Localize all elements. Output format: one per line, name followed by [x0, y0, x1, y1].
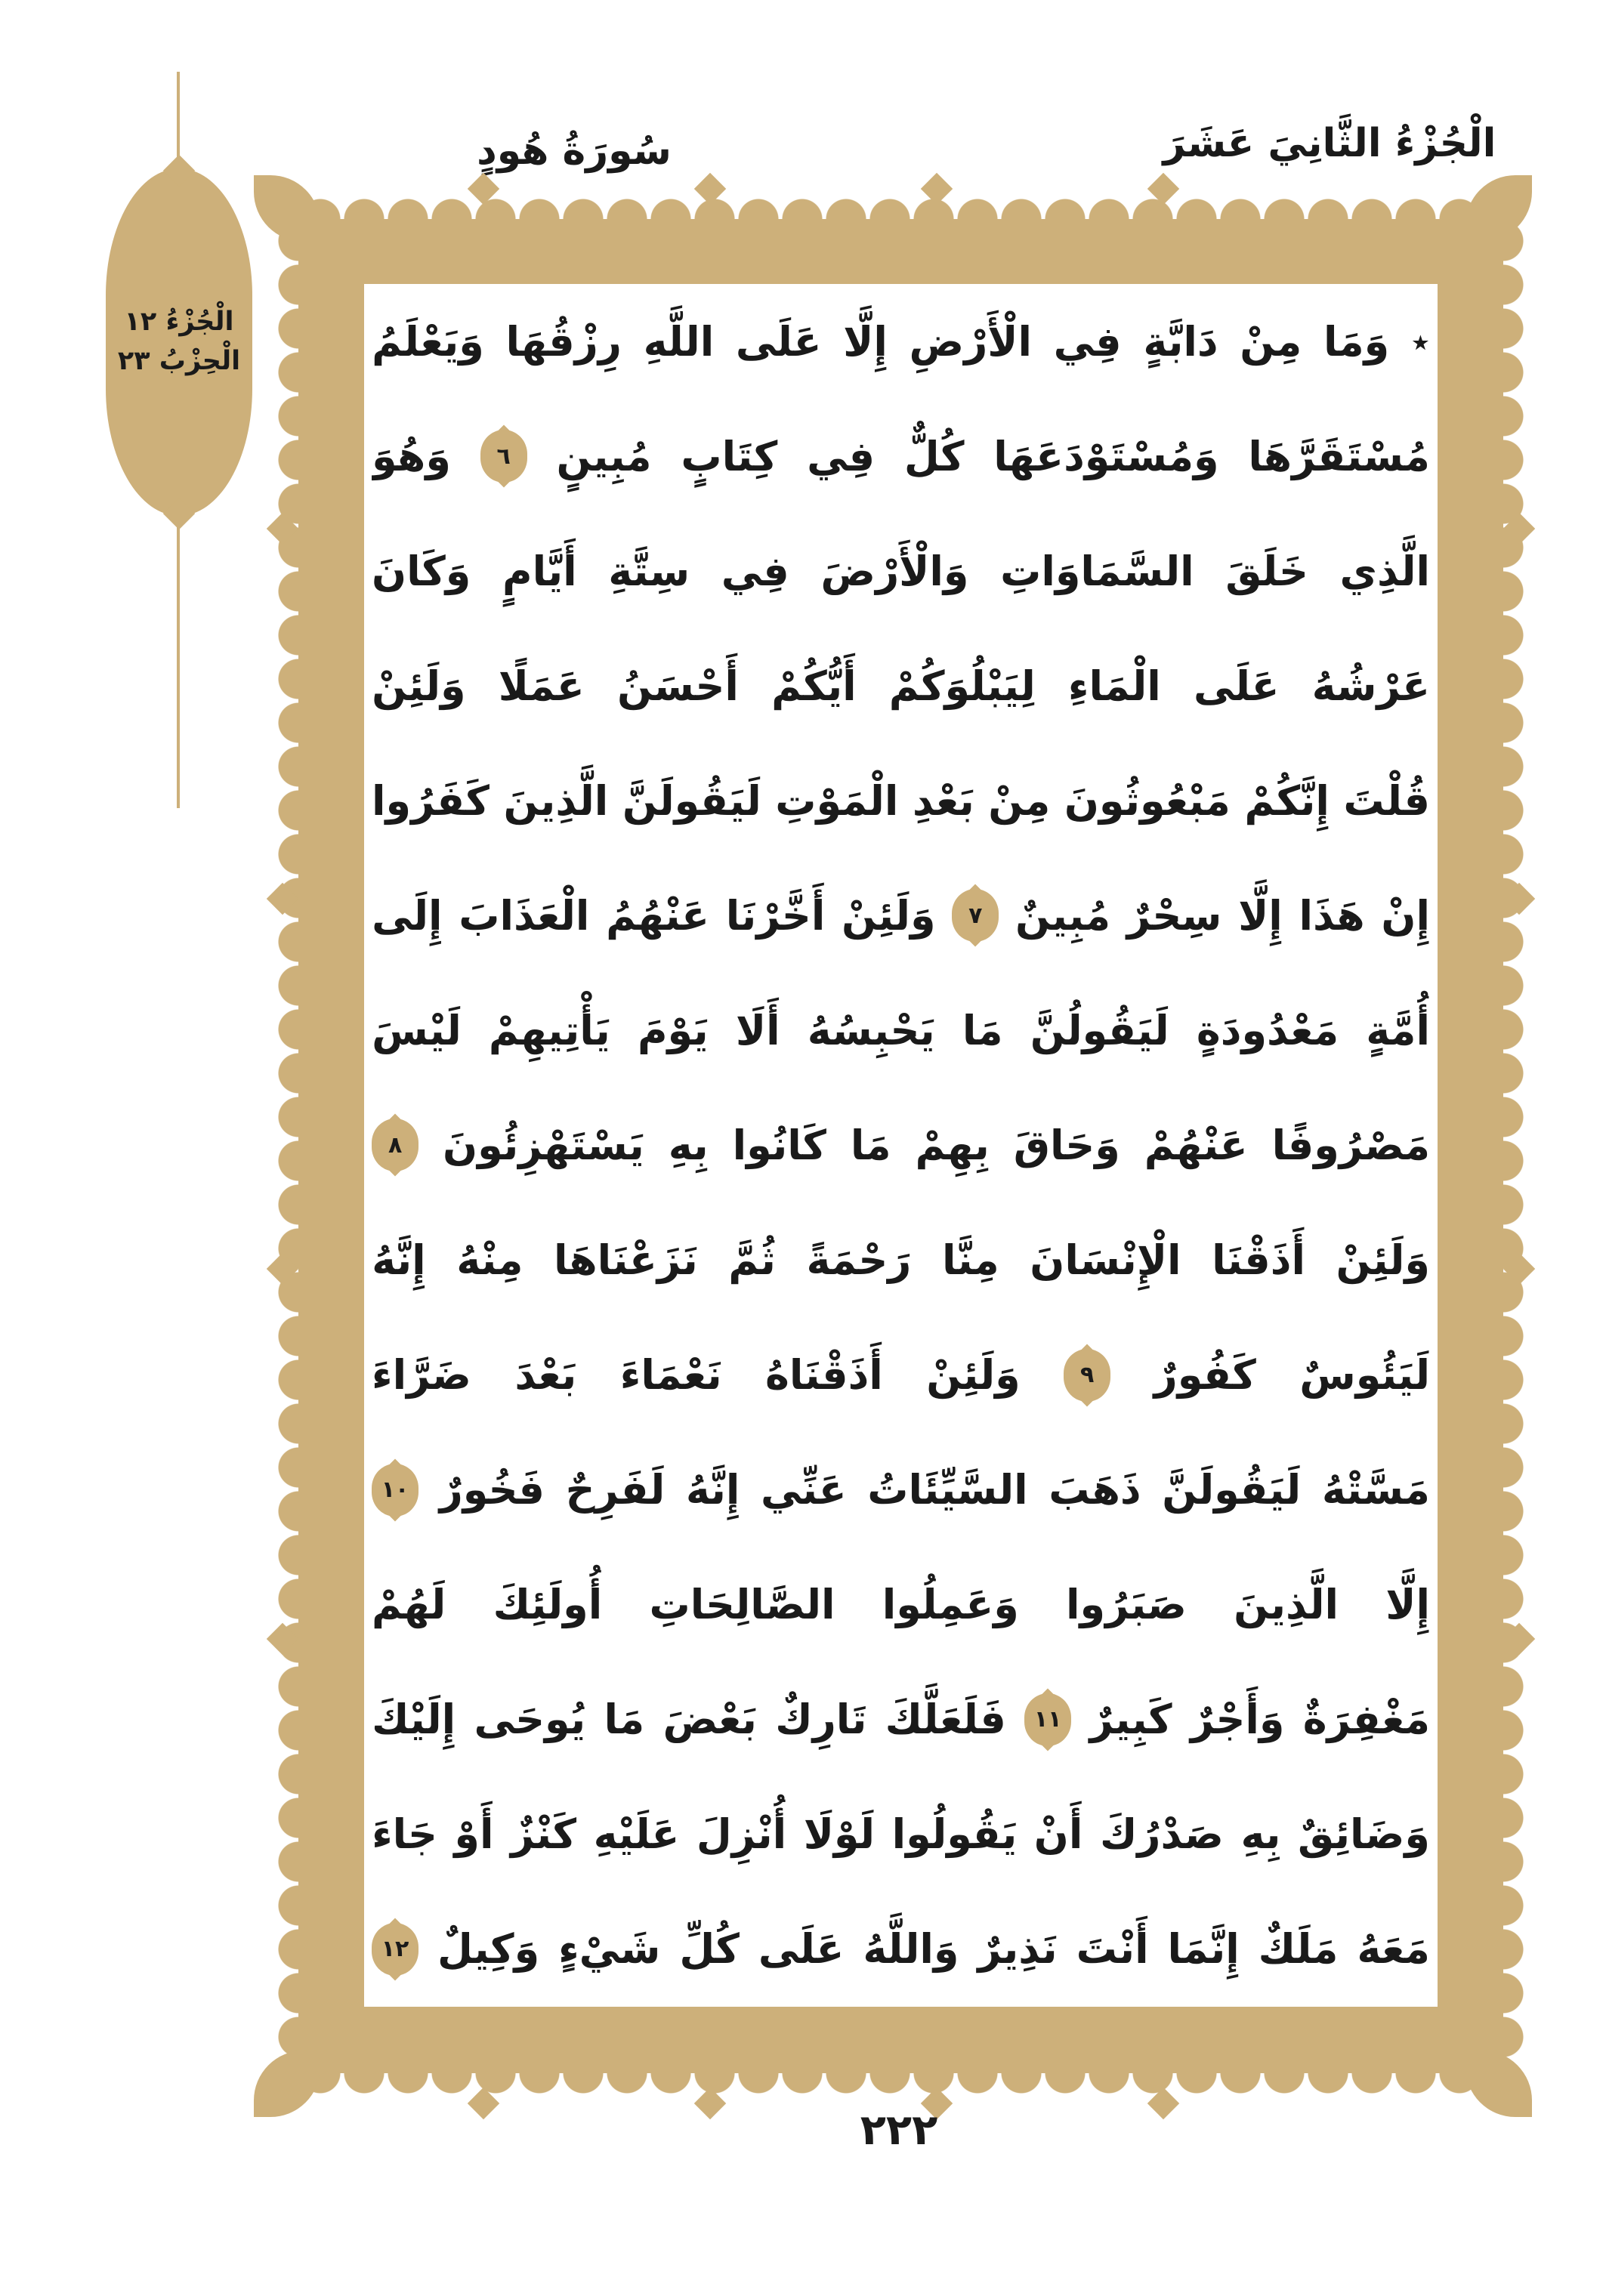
- verse-word: عَلَى: [758, 1925, 845, 1974]
- verse-word: يُوحَى: [474, 1696, 586, 1744]
- verse-word: أَذَقْنَاهُ: [765, 1351, 883, 1400]
- juz-label: الْجُزْءُ ١٢: [124, 307, 234, 338]
- verse-word: صَبَرُوا: [1066, 1581, 1187, 1629]
- verse-word: اللَّهِ: [643, 317, 715, 366]
- verse-word: رِزْقُهَا: [505, 317, 622, 366]
- verse-word: مِنَّا: [941, 1236, 999, 1285]
- verse-word: وَكِيلٌ: [437, 1925, 540, 1974]
- quran-line-3: [372, 514, 1430, 628]
- verse-word: لَيَقُولُنَّ: [1030, 1006, 1169, 1054]
- verse-word: يَأْتِيهِمْ: [488, 1006, 610, 1054]
- quran-line-8: [372, 1088, 1430, 1202]
- ayah-end-marker-٨: ٨: [372, 1119, 418, 1171]
- verse-word: إِنَّمَا: [1167, 1925, 1240, 1974]
- verse-word: مَصْرُوفًا: [1271, 1121, 1430, 1169]
- ayah-end-marker-١٠: ١٠: [372, 1464, 418, 1517]
- verse-word: فِي: [1053, 317, 1122, 366]
- verse-word: السَّمَاوَاتِ: [1000, 547, 1194, 595]
- verse-word: عَرْشُهُ: [1311, 662, 1430, 710]
- verse-word: الْأَرْضِ: [909, 317, 1032, 366]
- verse-word: إِنَّهُ: [685, 1466, 740, 1514]
- verse-word: عَنْهُمُ: [606, 891, 710, 940]
- verse-word: وَالْأَرْضَ: [820, 547, 969, 595]
- verse-word: كَانُوا: [732, 1121, 826, 1169]
- ayah-end-marker-٩: ٩: [1064, 1349, 1110, 1402]
- verse-word: مَعَهُ: [1357, 1925, 1430, 1974]
- verse-word: عَلَيْهِ: [593, 1810, 680, 1859]
- verse-word: أَنْتَ: [1076, 1925, 1149, 1974]
- verse-word: نَزَعْنَاهَا: [553, 1236, 698, 1285]
- verse-word: مَبْعُوثُونَ: [1064, 776, 1231, 825]
- verse-word: لَفَرِحٌ: [565, 1466, 666, 1514]
- verse-word: لَيَقُولَنَّ: [622, 776, 761, 825]
- verse-word: وَأَجْرٌ: [1190, 1696, 1285, 1744]
- verse-word: وَهُوَ: [372, 432, 451, 480]
- verse-word: فِي: [721, 547, 789, 595]
- verse-word: أُولَئِكَ: [493, 1581, 603, 1629]
- verse-word: وَمُسْتَوْدَعَهَا: [993, 432, 1219, 480]
- verse-word: وَلَئِنْ: [926, 1351, 1021, 1400]
- quran-line-9: [372, 1203, 1430, 1318]
- verse-word: شَيْءٍ: [558, 1925, 661, 1974]
- verse-word: مُسْتَقَرَّهَا: [1248, 432, 1430, 480]
- verse-word: ضَرَّاءَ: [372, 1351, 471, 1400]
- verse-word: أَيَّامٍ: [502, 547, 577, 595]
- verse-word: إِنَّهُ: [372, 1236, 426, 1285]
- verse-word: السَّيِّئَاتُ: [867, 1466, 1028, 1514]
- quran-line-11: [372, 1433, 1430, 1548]
- verse-word: أَوْ: [454, 1810, 494, 1859]
- verse-word: كَنْزٌ: [511, 1810, 577, 1859]
- juz-header-title: الْجُزْءُ الثَّانِيَ عَشَرَ: [1163, 121, 1496, 166]
- verse-word: وَلَئِنْ: [842, 891, 936, 940]
- verse-word: وَيَعْلَمُ: [372, 317, 484, 366]
- verse-word: أَذَقْنَا: [1212, 1236, 1305, 1285]
- verse-word: كَفُورٌ: [1154, 1351, 1256, 1400]
- ayah-end-marker-١٢: ١٢: [372, 1923, 418, 1976]
- ayah-end-marker-١١: ١١: [1024, 1693, 1071, 1746]
- quran-line-13: [372, 1662, 1430, 1777]
- verse-word: مَغْفِرَةٌ: [1302, 1696, 1430, 1744]
- quran-line-6: [372, 858, 1430, 973]
- verse-word: يَسْتَهْزِئُونَ: [443, 1121, 644, 1169]
- verse-word: مَا: [962, 1006, 1003, 1054]
- ayah-end-marker-٧: ٧: [952, 889, 999, 942]
- verse-word: لَيْسَ: [372, 1006, 462, 1054]
- verse-word: رَحْمَةً: [806, 1236, 912, 1285]
- verse-word: مِنْهُ: [456, 1236, 523, 1285]
- verse-word: لَيَئُوسٌ: [1299, 1351, 1430, 1400]
- verse-word: أَيُّكُمْ: [771, 662, 857, 710]
- verse-word: وَمَا: [1323, 317, 1390, 366]
- verse-word: مَا: [850, 1121, 891, 1169]
- verse-word: وَعَمِلُوا: [882, 1581, 1019, 1629]
- verse-word: مِنْ: [988, 776, 1051, 825]
- verse-word: أَنْ: [1033, 1810, 1083, 1859]
- verse-word: سِحْرٌ: [1126, 891, 1222, 940]
- verse-word: مَعْدُودَةٍ: [1196, 1006, 1339, 1054]
- verse-word: إِلَّا: [843, 317, 888, 366]
- surah-header-title: سُورَةُ هُودٍ: [477, 128, 672, 174]
- verse-word: مِنْ: [1240, 317, 1302, 366]
- verse-word: كَفَرُوا: [372, 776, 490, 825]
- verse-word: مُبِينٍ: [556, 432, 652, 480]
- quran-lines: [372, 284, 1430, 2007]
- verse-word: مُبِينٌ: [1015, 891, 1111, 940]
- verse-word: وَحَاقَ: [1013, 1121, 1120, 1169]
- juz-hizb-medallion: [106, 168, 252, 516]
- verse-word: فَلَعَلَّكَ: [885, 1696, 1006, 1744]
- verse-word: إِلَّا: [1238, 891, 1283, 940]
- quran-line-5: [372, 743, 1430, 858]
- verse-word: إِنَّكُمْ: [1244, 776, 1330, 825]
- verse-word: وَضَائِقٌ: [1298, 1810, 1430, 1859]
- frame-scallop-left: [277, 219, 298, 2073]
- verse-word: الَّذِينَ: [1234, 1581, 1339, 1629]
- verse-word: أَخَّرْنَا: [725, 891, 826, 940]
- verse-word: سِتَّةِ: [608, 547, 690, 595]
- verse-word: الَّذِي: [1339, 547, 1430, 595]
- verse-word: وَلَئِنْ: [1336, 1236, 1430, 1285]
- verse-word: لَهُمْ: [372, 1581, 446, 1629]
- quran-line-10: [372, 1318, 1430, 1433]
- quran-line-7: [372, 973, 1430, 1088]
- verse-word: مَسَّتْهُ: [1321, 1466, 1430, 1514]
- verse-word: بِهِ: [668, 1121, 709, 1169]
- verse-word: الْمَوْتِ: [775, 776, 899, 825]
- verse-word: لِيَبْلُوَكُمْ: [888, 662, 1036, 710]
- verse-word: إِلَيْكَ: [372, 1696, 456, 1744]
- frame-scallop-right: [1503, 219, 1524, 2073]
- verse-word: عَمَلًا: [498, 662, 585, 710]
- verse-word: فَخُورٌ: [439, 1466, 545, 1514]
- verse-word: الْمَاءِ: [1067, 662, 1161, 710]
- verse-word: عَنِّي: [761, 1466, 847, 1514]
- verse-word: الَّذِينَ: [503, 776, 609, 825]
- verse-word: الْإِنْسَانَ: [1030, 1236, 1181, 1285]
- verse-word: يَحْبِسُهُ: [807, 1006, 935, 1054]
- ayah-end-marker-٦: ٦: [480, 430, 527, 483]
- verse-word: كَبِيرٌ: [1089, 1696, 1172, 1744]
- verse-word: عَنْهُمْ: [1144, 1121, 1248, 1169]
- page-number: ٢٢٢: [860, 2106, 938, 2155]
- verse-word: أَلَا: [735, 1006, 780, 1054]
- verse-word: صَدْرُكَ: [1099, 1810, 1224, 1859]
- rub-el-hizb-icon: ٭: [1410, 321, 1430, 363]
- verse-word: وَلَئِنْ: [372, 662, 466, 710]
- verse-word: كُلِّ: [679, 1925, 740, 1974]
- verse-word: بَعْدَ: [514, 1351, 577, 1400]
- verse-word: دَابَّةٍ: [1143, 317, 1218, 366]
- verse-word: أَحْسَنُ: [616, 662, 739, 710]
- quran-line-15: [372, 1892, 1430, 2007]
- verse-word: كِتَابٍ: [681, 432, 778, 480]
- quran-line-4: [372, 628, 1430, 743]
- verse-word: إِلَى: [372, 891, 443, 940]
- verse-word: خَلَقَ: [1225, 547, 1308, 595]
- quran-line-1: [372, 284, 1430, 399]
- verse-word: ثُمَّ: [728, 1236, 776, 1285]
- quran-line-14: [372, 1777, 1430, 1892]
- verse-word: هَذَا: [1299, 891, 1365, 940]
- verse-word: لَيَقُولَنَّ: [1162, 1466, 1302, 1514]
- quran-line-2: [372, 399, 1430, 514]
- verse-word: بَعْدِ: [912, 776, 974, 825]
- verse-word: يَقُولُوا: [891, 1810, 1018, 1859]
- verse-word: بَعْضَ: [662, 1696, 757, 1744]
- quran-line-12: [372, 1548, 1430, 1662]
- verse-word: إِنْ: [1381, 891, 1430, 940]
- verse-word: جَاءَ: [372, 1810, 437, 1859]
- verse-word: عَلَى: [1193, 662, 1280, 710]
- verse-word: بِهِمْ: [915, 1121, 990, 1169]
- verse-word: فِي: [807, 432, 876, 480]
- verse-word: وَاللَّهُ: [863, 1925, 959, 1974]
- verse-word: كُلٌّ: [903, 432, 965, 480]
- verse-word: لَوْلَا: [803, 1810, 876, 1859]
- verse-word: وَكَانَ: [372, 547, 471, 595]
- verse-word: يَوْمَ: [637, 1006, 709, 1054]
- verse-word: الْعَذَابَ: [459, 891, 590, 940]
- verse-word: مَا: [604, 1696, 645, 1744]
- verse-word: عَلَى: [735, 317, 822, 366]
- verse-word: مَلَكٌ: [1258, 1925, 1339, 1974]
- verse-word: إِلَّا: [1385, 1581, 1430, 1629]
- verse-word: أُنْزِلَ: [696, 1810, 787, 1859]
- verse-word: أُمَّةٍ: [1366, 1006, 1430, 1054]
- verse-word: ذَهَبَ: [1049, 1466, 1141, 1514]
- verse-word: نَذِيرٌ: [977, 1925, 1058, 1974]
- verse-word: نَعْمَاءَ: [619, 1351, 722, 1400]
- verse-word: الصَّالِحَاتِ: [649, 1581, 835, 1629]
- hizb-label: الْحِزْبُ ٢٣: [117, 346, 241, 376]
- verse-word: تَارِكٌ: [775, 1696, 867, 1744]
- verse-word: بِهِ: [1240, 1810, 1281, 1859]
- verse-word: قُلْتَ: [1343, 776, 1430, 825]
